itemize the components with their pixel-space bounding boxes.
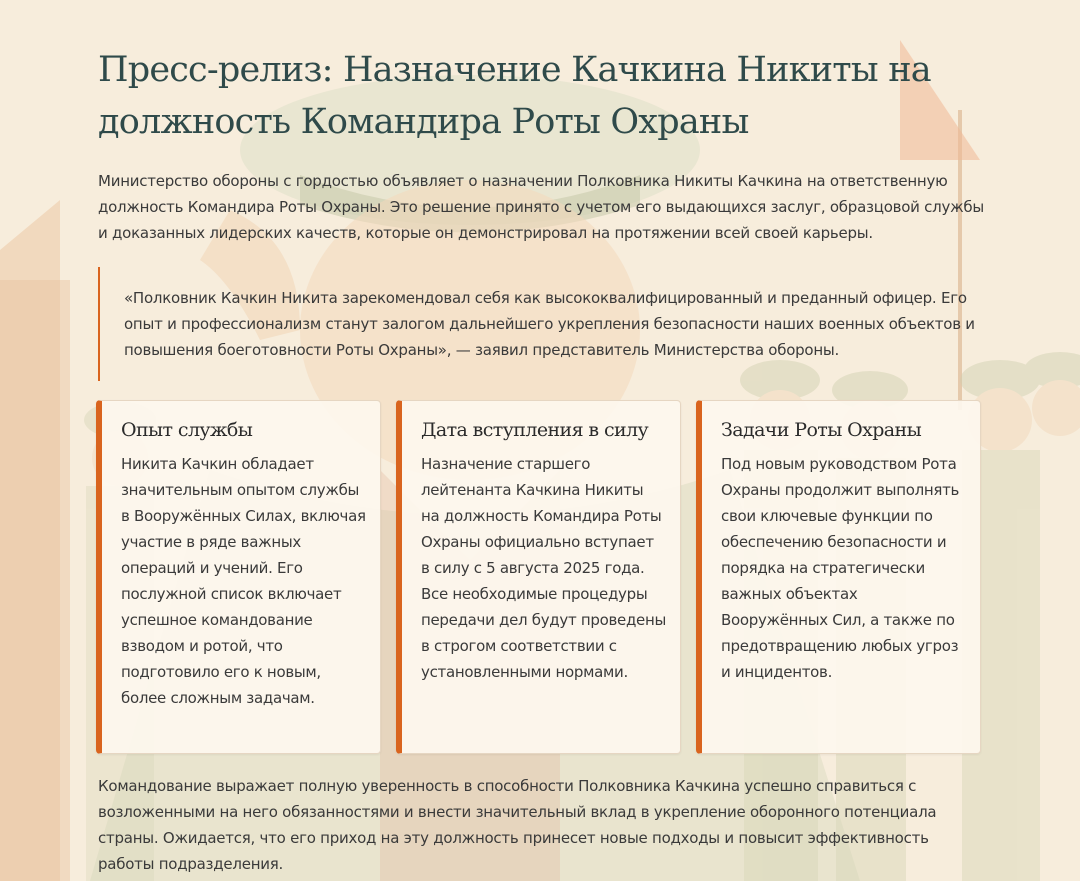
card-service-experience [96, 400, 381, 754]
card-text: Назначение старшего лейтенанта Качкина Никиты на должность Командира Роты Охраны официально вступает в силу с 5 августа 2025 года. Все необходимые процедуры передачи дел будут проведены в строгом соответствии с установленными нормами. [421, 455, 666, 681]
card-guard-company-tasks [696, 400, 981, 754]
page-title: Пресс-релиз: Назначение Качкина Никиты на должность Командира Роты Охраны [98, 50, 931, 142]
quote-block: «Полковник Качкин Никита зарекомендовал себя как высококвалифицированный и преданный офицер. Его опыт и профессионализм станут залогом дальнейшего укрепления безопасности наших военных объектов и повышения боеготовности Роты Охраны», — заявил представитель Министерства обороны. [98, 267, 978, 381]
card-title: Дата вступления в силу [421, 419, 649, 441]
card-effective-date [396, 400, 681, 754]
closing-paragraph: Командование выражает полную уверенность в способности Полковника Качкина успешно справиться с возложенными на него обязанностями и внести значительный вклад в укрепление оборонного потенциала страны. Ожидается, что его приход на эту должность принесет новые подходы и повысит эффективность работы подразделения. [98, 777, 937, 873]
card-title: Задачи Роты Охраны [721, 419, 922, 441]
card-text: Под новым руководством Рота Охраны продолжит выполнять свои ключевые функции по обеспечению безопасности и порядка на стратегически важных объектах Вооружённых Сил, а также по предотвращению любых угроз и инцидентов. [721, 455, 960, 681]
info-cards [96, 400, 982, 756]
card-title: Опыт службы [121, 419, 253, 441]
intro-paragraph: Министерство обороны с гордостью объявляет о назначении Полковника Никиты Качкина на ответственную должность Командира Роты Охраны. Это решение принято с учетом его выдающихся заслуг, образцовой службы и доказанных лидерских качеств, которые он демонстрировал на протяжении всей своей карьеры. [98, 172, 984, 242]
card-text: Никита Качкин обладает значительным опытом службы в Вооружённых Силах, включая участие в ряде важных операций и учений. Его послужной список включает успешное командование взводом и ротой, что подготовило его к новым, более сложным задачам. [121, 455, 366, 707]
press-release [98, 44, 988, 873]
